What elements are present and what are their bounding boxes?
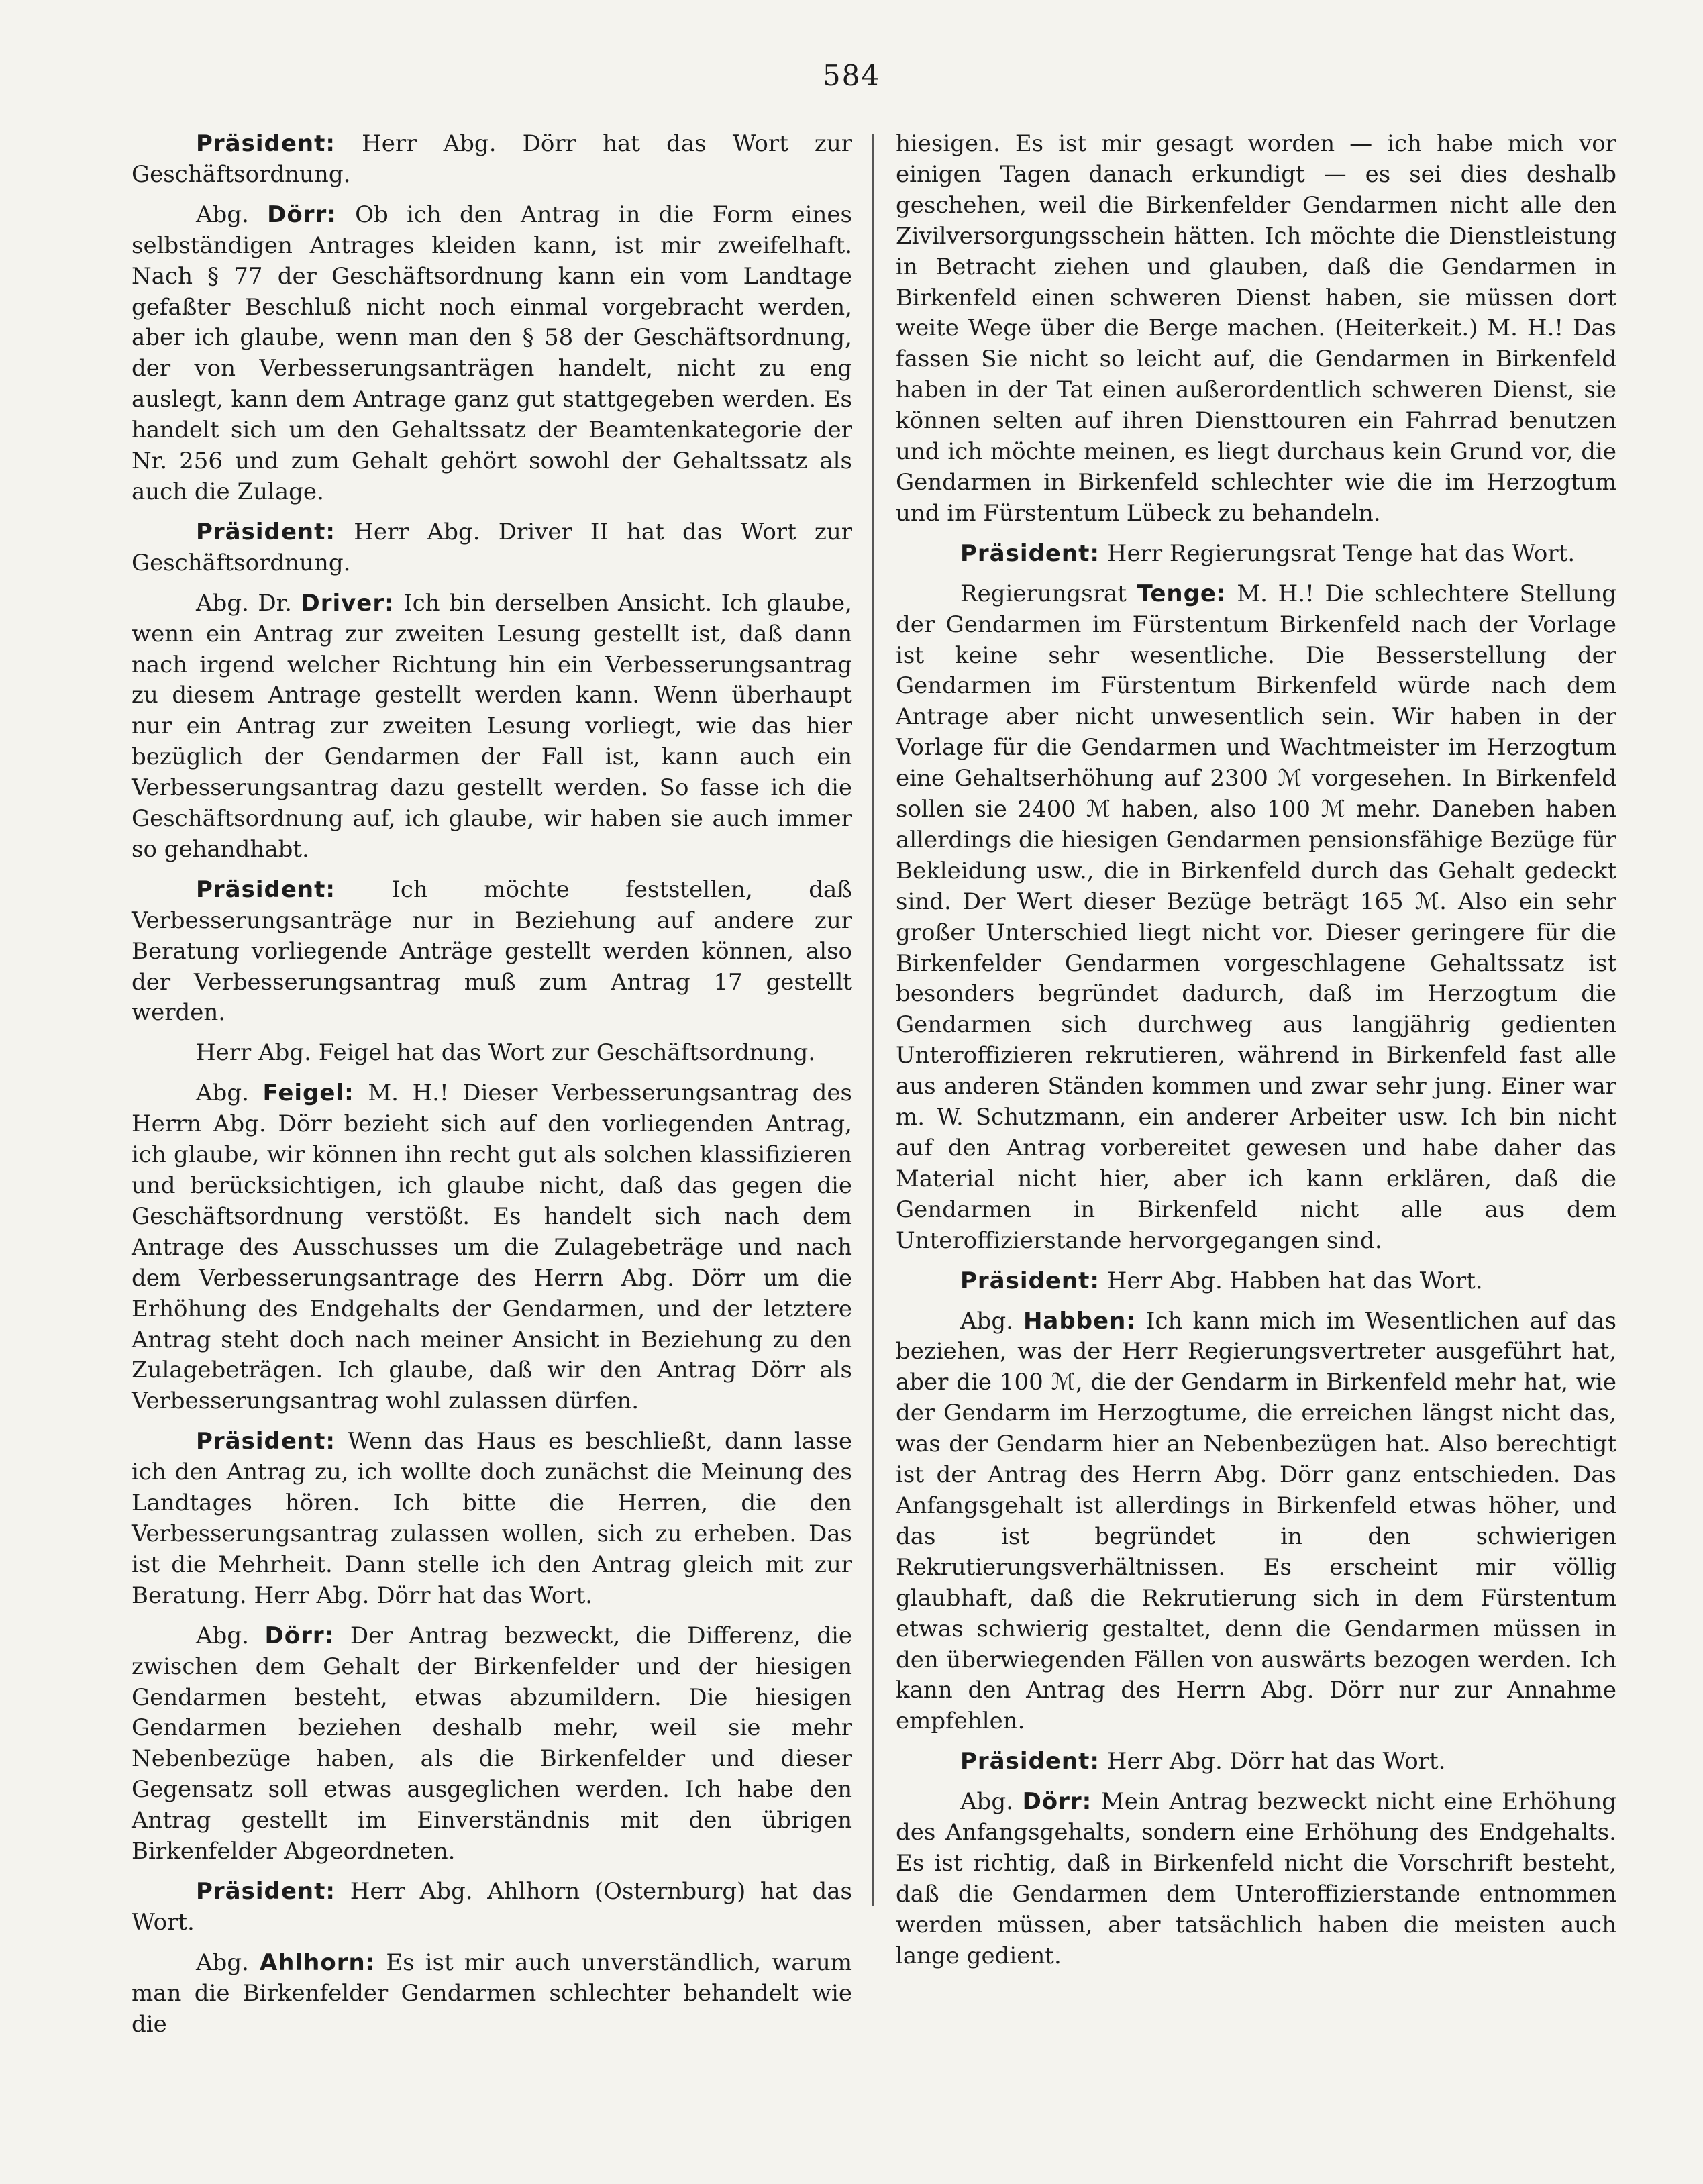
paragraph-text: Herr Abg. Driver II hat das Wort zur Geschäftsordnung. — [132, 518, 852, 576]
speaker-name: Präsident: — [960, 1267, 1100, 1294]
paragraph — [896, 579, 1616, 1257]
paragraph — [132, 1078, 852, 1417]
speaker-name: Tenge: — [1137, 580, 1227, 607]
paragraph — [896, 1266, 1616, 1297]
speaker-name: Dörr: — [1022, 1788, 1092, 1816]
paragraph-text: M. H.! Dieser Verbesserungsantrag des Herrn Abg. Dörr bezieht sich auf den vorliegenden Antrag, ich glaube, wir können ihn recht gut als solchen klassifizieren und berücksichtigen, ich glaube nicht, daß das gegen die Geschäftsordnung verstößt. Es handelt sich nach dem Antrage des Ausschusses um die Zulagebeträge und nach dem Verbesserungsantrage des Herrn Abg. Dörr um die Erhöhung des Endgehalts der Gendarmen, und der letztere Antrag steht doch nach meiner Ansicht in Beziehung zu den Zulagebeträgen. Ich glaube, daß wir den Antrag Dörr als Verbesserungsantrag wohl zulassen dürfen. — [132, 1080, 852, 1415]
speaker-name: Dörr: — [264, 1622, 335, 1649]
paragraph — [896, 539, 1616, 570]
speaker-name: Präsident: — [960, 1748, 1100, 1775]
paragraph — [132, 875, 852, 1029]
paragraph — [896, 129, 1616, 529]
paragraph-text: Es ist mir auch unverständlich, warum man die Birkenfelder Gendarmen schlechter behandelt wie die — [132, 1948, 853, 2038]
speaker-name: Präsident: — [960, 539, 1100, 567]
paragraph — [132, 1621, 852, 1867]
paragraph — [132, 1877, 852, 1938]
paragraph — [132, 517, 852, 579]
paragraph-text: Ich kann mich im Wesentlichen auf das beziehen, was der Herr Regierungsvertreter ausgeführt hat, aber die 100 ℳ, die der Gendarm in Birkenfeld mehr hat, wie der Gendarm im Herzogtume, die erreichen längst nicht das, was der Gendarm hier an Nebenbezügen hat. Also berechtigt ist der Antrag des Herrn Abg. Dörr ganz entschieden. Das Anfangsgehalt ist allerdings in Birkenfeld etwas höher, und das ist begründet in den schwierigen Rekrutierungsverhältnissen. Es erscheint mir völlig glaubhaft, daß die Rekrutierung sich in dem Fürstentum etwas schwierig gestaltet, denn die Gendarmen müssen in den überwiegenden Fällen von auswärts bezogen werden. Ich kann den Antrag des Herrn Abg. Dörr nur zur Annahme empfehlen. — [896, 1307, 1616, 1735]
speaker-name: Präsident: — [196, 130, 336, 157]
paragraph-text: Ich möchte feststellen, daß Verbesserungsanträge nur in Beziehung auf andere zur Beratung vorliegende Anträge gestellt werden können, also der Verbesserungsantrag muß zum Antrag 17 gestellt werden. — [132, 876, 852, 1027]
paragraph-text: Herr Abg. Dörr hat das Wort zur Geschäftsordnung. — [132, 130, 852, 188]
paragraph-text: Ich bin derselben Ansicht. Ich glaube, wenn ein Antrag zur zweiten Lesung gestellt ist, daß dann nach irgend welcher Richtung hin ein Verbesserungsantrag zu diesem Antrage gestellt werden kann. Wenn überhaupt nur ein Antrag zur zweiten Lesung vorliegt, wie das hier bezüglich der Gendarmen der Fall ist, kann auch ein Verbesserungsantrag dazu gestellt werden. So fasse ich die Geschäftsordnung auf, ich glaube, wir haben sie auch immer so gehandhabt. — [132, 589, 852, 863]
paragraph-text: Herr Abg. Ahlhorn (Osternburg) hat das Wort. — [132, 1877, 852, 1936]
paragraph-text: Der Antrag bezweckt, die Differenz, die zwischen dem Gehalt der Birkenfelder und der hiesigen Gendarmen besteht, etwas abzumildern. Die hiesigen Gendarmen beziehen deshalb mehr, weil sie mehr Nebenbezüge haben, als die Birkenfelder und dieser Gegensatz soll etwas ausgeglichen werden. Ich habe den Antrag gestellt im Einverständnis mit den übrigen Birkenfelder Abgeordneten. — [132, 1622, 853, 1865]
paragraph-text: Herr Regierungsrat Tenge hat das Wort. — [1106, 539, 1576, 567]
paragraph-text: Herr Abg. Habben hat das Wort. — [1106, 1267, 1483, 1294]
paragraph — [896, 1787, 1616, 1971]
speaker-name: Driver: — [301, 589, 395, 617]
column-divider — [872, 134, 874, 1906]
paragraph-text: hiesigen. Es ist mir gesagt worden — ich habe mich vor einigen Tagen danach erkundigt — es sei dies deshalb geschehen, weil die Birkenfelder Gendarmen nicht alle den Zivilversorgungsschein hätten. Ich möchte die Dienstleistung in Betracht ziehen und glauben, daß die Gendarmen in Birkenfeld einen schweren Dienst haben, sie müssen dort weite Wege über die Berge machen. (Heiterkeit.) M. H.! Das fassen Sie nicht so leicht auf, die Gendarmen in Birkenfeld haben in der Tat einen außerordentlich schweren Dienst, sie können selten auf ihren Diensttouren ein Fahrrad benutzen und ich möchte meinen, es liegt durchaus kein Grund vor, die Gendarmen in Birkenfeld schlechter wie die im Herzogtum und im Fürstentum Lübeck zu behandeln. — [896, 130, 1616, 527]
paragraph-text: Mein Antrag bezweckt nicht eine Erhöhung des Anfangsgehalts, sondern eine Erhöhung des Endgehalts. Es ist richtig, daß in Birkenfeld nicht die Vorschrift besteht, daß die Gendarmen dem Unteroffizierstande entnommen werden müssen, aber tatsächlich haben die meisten auch lange gedient. — [896, 1788, 1616, 1969]
paragraph — [132, 129, 852, 191]
paragraph — [132, 588, 852, 866]
page-number: 584 — [822, 59, 881, 92]
speaker-name: Präsident: — [196, 518, 336, 545]
paragraph-text: Wenn das Haus es beschließt, dann lasse ich den Antrag zu, ich wollte doch zunächst die Meinung des Landtages hören. Ich bitte die Herren, die den Verbesserungsantrag zulassen wollen, sich zu erheben. Das ist die Mehrheit. Dann stelle ich den Antrag gleich mit zur Beratung. Herr Abg. Dörr hat das Wort. — [132, 1428, 852, 1609]
speaker-prefix: Abg. — [196, 1622, 249, 1649]
paragraph — [132, 200, 852, 508]
speaker-prefix: Abg. — [196, 201, 249, 228]
paragraph — [896, 1306, 1616, 1738]
speaker-prefix: Abg. — [196, 1948, 249, 1976]
paragraph — [132, 1948, 852, 2040]
speaker-name: Dörr: — [267, 201, 337, 228]
paragraph — [896, 1747, 1616, 1777]
left-column — [132, 129, 852, 2049]
speaker-prefix: Abg. — [960, 1307, 1013, 1335]
paragraph-text: Herr Abg. Dörr hat das Wort. — [1106, 1748, 1446, 1775]
paragraph-text: Ob ich den Antrag in die Form eines selbständigen Antrages kleiden kann, ist mir zweifelhaft. Nach § 77 der Geschäftsordnung kann ein vom Landtage gefaßter Beschluß nicht noch einmal vorgebracht werden, aber ich glaube, wenn man den § 58 der Geschäftsordnung, der von Verbesserungsanträgen handelt, nicht zu eng auslegt, kann dem Antrage ganz gut stattgegeben werden. Es handelt sich um den Gehaltssatz der Beamtenkategorie der Nr. 256 und zum Gehalt gehört sowohl der Gehaltssatz als auch die Zulage. — [132, 201, 852, 505]
paragraph-text: Herr Abg. Feigel hat das Wort zur Geschäftsordnung. — [196, 1039, 816, 1067]
paragraph — [132, 1426, 852, 1611]
paragraph — [132, 1038, 852, 1069]
speaker-name: Ahlhorn: — [259, 1948, 376, 1976]
speaker-prefix: Abg. Dr. — [196, 589, 292, 617]
speaker-name: Feigel: — [262, 1080, 354, 1107]
speaker-name: Habben: — [1023, 1307, 1136, 1335]
paragraph-text: M. H.! Die schlechtere Stellung der Gendarmen im Fürstentum Birkenfeld nach der Vorlage ist keine sehr wesentliche. Die Besserstellung der Gendarmen im Fürstentum Birkenfeld würde nach dem Antrage aber nicht unwesentlich sein. Wir haben in der Vorlage für die Gendarmen und Wachtmeister im Herzogtum eine Gehaltserhöhung auf 2300 ℳ vorgesehen. In Birkenfeld sollen sie 2400 ℳ haben, also 100 ℳ mehr. Daneben haben allerdings die hiesigen Gendarmen pensionsfähige Bezüge für Bekleidung usw., die in Birkenfeld durch das Gehalt gedeckt sind. Der Wert dieser Bezüge beträgt 165 ℳ. Also ein sehr großer Unterschied liegt nicht vor. Dieser geringere für die Birkenfelder Gendarmen vorgeschlagene Gehaltssatz ist besonders begründet dadurch, daß im Herzogtum die Gendarmen sich durchweg aus langjährig gedienten Unteroffizieren rekrutieren, während in Birkenfeld fast alle aus anderen Ständen kommen und zwar sehr jung. Einer war m. W. Schutzmann, ein anderer Arbeiter usw. Ich bin nicht auf den Antrag vorbereitet gewesen und habe daher das Material nicht hier, aber ich kann erklären, daß die Gendarmen in Birkenfeld nicht alle aus dem Unteroffizierstande hervorgegangen sind. — [896, 580, 1617, 1254]
speaker-prefix: Regierungsrat — [960, 580, 1127, 607]
speaker-prefix: Abg. — [960, 1788, 1013, 1816]
speaker-name: Präsident: — [196, 876, 336, 903]
right-column — [896, 129, 1616, 1981]
speaker-prefix: Abg. — [196, 1080, 249, 1107]
speaker-name: Präsident: — [196, 1428, 336, 1455]
speaker-name: Präsident: — [196, 1877, 336, 1905]
